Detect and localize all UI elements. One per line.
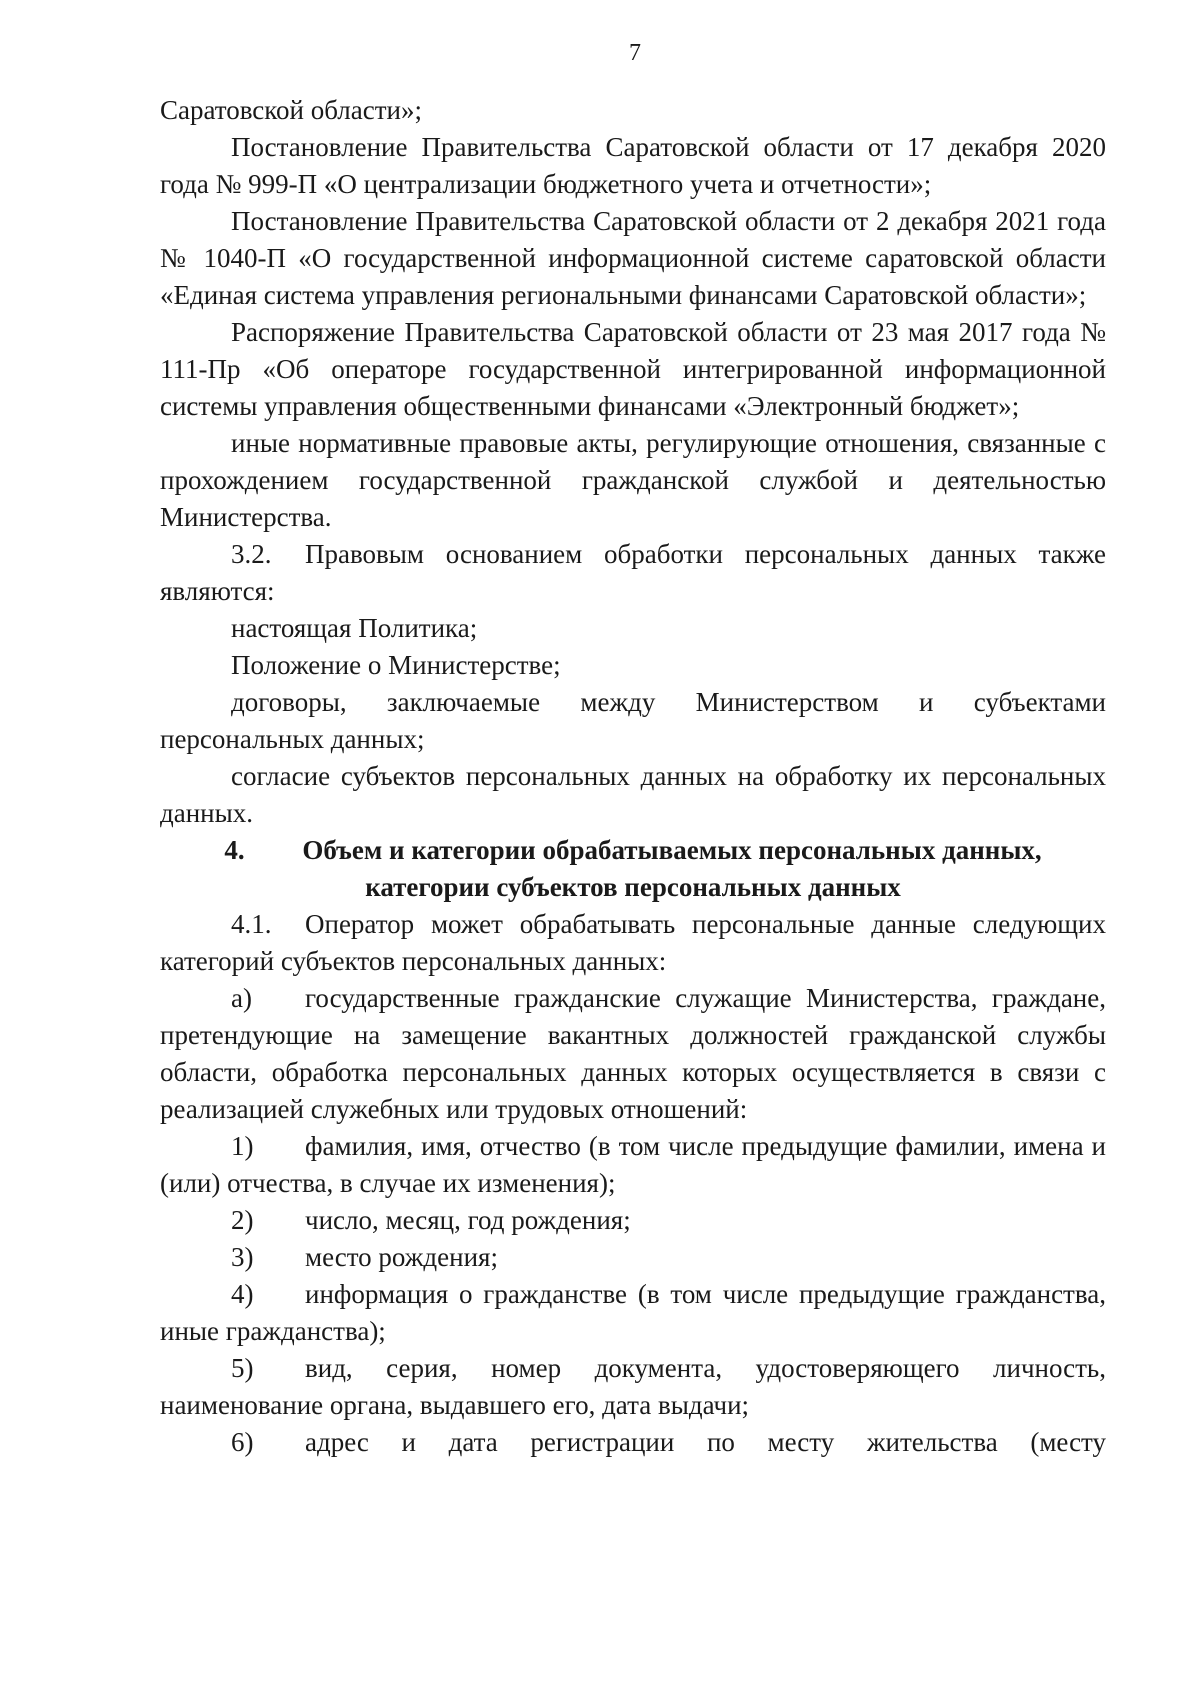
item-text: информация о гражданстве (в том числе предыдущие гражданства, иные гражданства); [160,1279,1106,1346]
list-item: настоящая Политика; [231,613,478,643]
item-text: фамилия, имя, отчество (в том числе предыдущие фамилии, имена и (или) отчества, в случае их изменения); [160,1131,1106,1198]
item-text: место рождения; [305,1242,498,1272]
item-number: 5) [231,1353,254,1383]
numbered-item [160,1424,1106,1461]
numbered-item [160,1128,1106,1202]
item-number: 6) [231,1427,254,1457]
numbered-item [160,1350,1106,1424]
list-item: согласие субъектов персональных данных на обработку их персональных данных. [160,761,1106,828]
document-body [160,92,1106,1461]
item-text: государственные гражданские служащие Министерства, граждане, претендующие на замещение вакантных должностей гражданской службы области, обработка персональных данных которых осуществляется в связи с реализацией служебных или трудовых отношений: [160,983,1106,1124]
numbered-item [160,1202,1106,1239]
list-item: Положение о Министерстве; [231,650,561,680]
page-number: 7 [629,40,641,66]
clause-3-2 [160,536,1106,610]
section-heading [160,832,1106,869]
section-heading-line2: категории субъектов персональных данных [365,872,901,902]
numbered-item [160,1276,1106,1350]
item-text: число, месяц, год рождения; [305,1205,631,1235]
subitem-a [160,980,1106,1128]
clause-number: 3.2. [231,539,272,569]
paragraph: Постановление Правительства Саратовской области от 17 декабря 2020 года № 999-П «О централизации бюджетного учета и отчетности»; [160,132,1106,199]
paragraph: Саратовской области»; [160,95,422,125]
item-number: 1) [231,1131,254,1161]
item-letter: а) [231,983,252,1013]
paragraph: иные нормативные правовые акты, регулирующие отношения, связанные с прохождением государственной гражданской службой и деятельностью Министерства. [160,428,1106,532]
clause-number: 4.1. [231,909,272,939]
section-number: 4. [224,835,245,865]
numbered-item [160,1239,1106,1276]
clause-text: Оператор может обрабатывать персональные данные следующих категорий субъектов персональных данных: [160,909,1106,976]
item-text: адрес и дата регистрации по месту жительства (месту [305,1427,1106,1457]
section-title-line1: Объем и категории обрабатываемых персональных данных, [302,835,1042,865]
clause-text: Правовым основанием обработки персональных данных также являются: [160,539,1106,606]
item-number: 4) [231,1279,254,1309]
item-text: вид, серия, номер документа, удостоверяющего личность, наименование органа, выдавшего его, дата выдачи; [160,1353,1106,1420]
item-number: 2) [231,1205,254,1235]
list-item: договоры, заключаемые между Министерством и субъектами персональных данных; [160,687,1106,754]
clause-4-1 [160,906,1106,980]
item-number: 3) [231,1242,254,1272]
paragraph: Постановление Правительства Саратовской области от 2 декабря 2021 года № 1040-П «О государственной информационной системе саратовской области «Единая система управления региональными финансами Саратовской области»; [160,206,1106,310]
paragraph: Распоряжение Правительства Саратовской области от 23 мая 2017 года № 111-Пр «Об операторе государственной интегрированной информационной системы управления общественными финансами «Электронный бюджет»; [160,317,1106,421]
